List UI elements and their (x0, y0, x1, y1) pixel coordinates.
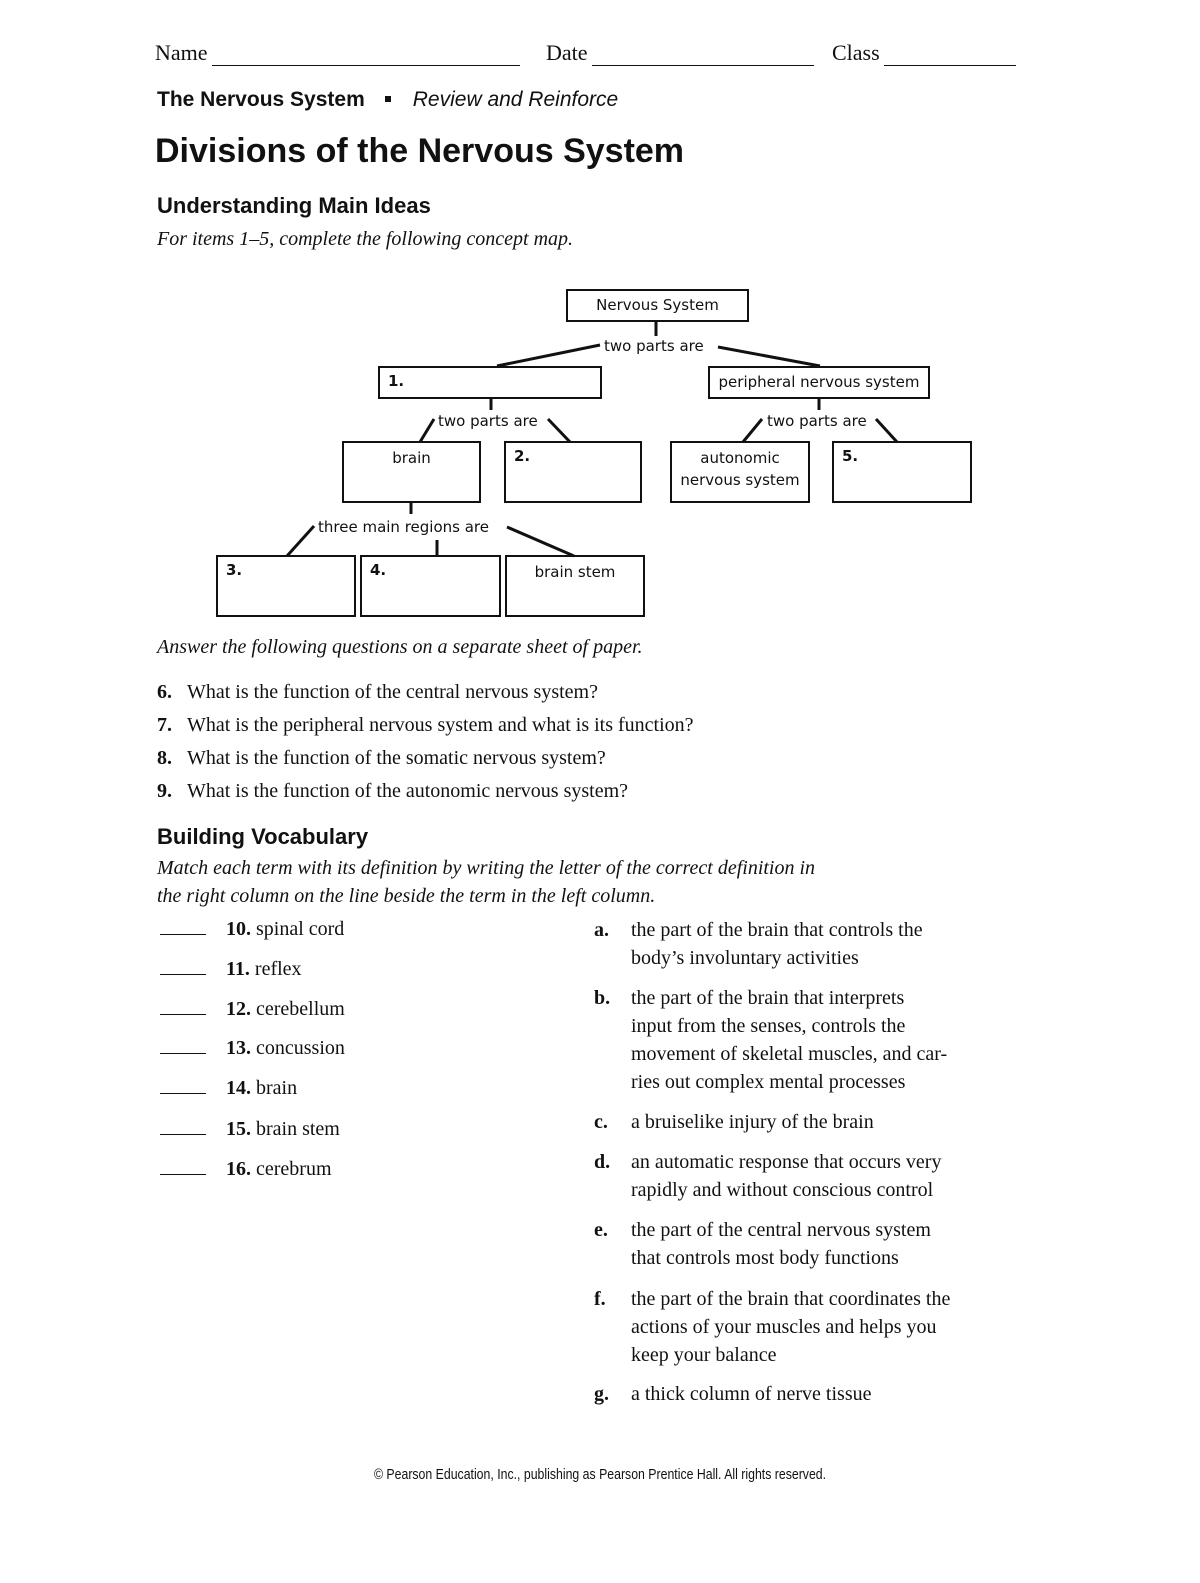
question-text: What is the function of the somatic nervous system? (187, 747, 606, 769)
map-link-brain: three main regions are (318, 518, 489, 536)
map-link-cns: two parts are (438, 412, 538, 430)
term-text: cerebrum (256, 1158, 332, 1180)
answer-blank[interactable] (160, 918, 206, 935)
term-number: 14. (226, 1077, 251, 1099)
term-row (160, 958, 302, 981)
definition-g (594, 1380, 1034, 1408)
connector-brain-left (287, 526, 314, 556)
map-box-2-number: 2. (514, 447, 531, 465)
map-box-3[interactable] (216, 555, 356, 617)
connector-cns-left (420, 419, 434, 442)
answer-blank[interactable] (160, 1158, 206, 1175)
definition-f (594, 1285, 1034, 1369)
question-text: What is the function of the central nervous system? (187, 681, 598, 703)
question-7 (157, 714, 694, 737)
connector-pns-left (743, 419, 762, 442)
connector-pns-right (876, 419, 897, 442)
term-text: cerebellum (256, 998, 345, 1020)
vocabulary-instruction-2: the right column on the line beside the term in the left column. (157, 885, 656, 907)
worksheet-type: Review and Reinforce (412, 88, 619, 111)
map-box-2[interactable] (504, 441, 642, 503)
definition-line: that controls most body functions (631, 1247, 899, 1269)
definition-line: actions of your muscles and helps you (631, 1316, 937, 1338)
map-box-1-number: 1. (388, 372, 405, 390)
question-number: 9. (157, 780, 172, 802)
map-box-3-number: 3. (226, 561, 243, 579)
map-box-autonomic (670, 441, 810, 503)
term-row (160, 918, 344, 941)
answer-blank[interactable] (160, 958, 206, 975)
definition-letter: e. (594, 1219, 608, 1241)
definition-line: keep your balance (631, 1344, 777, 1366)
map-label-peripheral: peripheral nervous system (718, 373, 920, 391)
map-box-4[interactable] (360, 555, 501, 617)
map-box-4-number: 4. (370, 561, 387, 579)
definition-letter: f. (594, 1288, 606, 1310)
map-label-brain-stem: brain stem (534, 563, 616, 581)
class-label: Class (832, 40, 880, 65)
definition-letter: a. (594, 919, 609, 941)
definition-letter: d. (594, 1151, 611, 1173)
map-box-nervous-system (566, 289, 749, 322)
name-label: Name (155, 40, 208, 65)
term-number: 15. (226, 1118, 251, 1140)
connector-root-right (718, 347, 820, 366)
definition-d (594, 1148, 1034, 1204)
definition-letter: g. (594, 1383, 609, 1405)
answer-blank[interactable] (160, 998, 206, 1015)
question-number: 8. (157, 747, 172, 769)
connector-cns-right (548, 419, 570, 442)
question-number: 6. (157, 681, 172, 703)
definition-line: a bruiselike injury of the brain (631, 1111, 874, 1133)
map-box-1[interactable] (378, 366, 602, 399)
definition-line: a thick column of nerve tissue (631, 1383, 872, 1405)
term-text: brain (256, 1077, 298, 1099)
term-text: brain stem (256, 1118, 340, 1140)
definition-letter: c. (594, 1111, 608, 1133)
definition-line: the part of the brain that controls the (631, 919, 923, 941)
map-box-brain-stem (505, 555, 645, 617)
definition-a (594, 916, 1034, 972)
section-heading-main-ideas: Understanding Main Ideas (157, 193, 431, 218)
term-row (160, 1037, 345, 1060)
term-text: spinal cord (256, 918, 345, 940)
term-number: 11. (226, 958, 250, 980)
question-8 (157, 747, 606, 770)
concept-map-instruction: For items 1–5, complete the following concept map. (157, 228, 574, 250)
date-label: Date (546, 40, 588, 65)
term-text: concussion (256, 1037, 345, 1059)
map-link-root: two parts are (604, 337, 704, 355)
term-number: 13. (226, 1037, 251, 1059)
map-label-brain: brain (392, 449, 431, 467)
map-box-peripheral (708, 366, 930, 399)
map-box-5[interactable] (832, 441, 972, 503)
question-number: 7. (157, 714, 172, 736)
term-number: 10. (226, 918, 251, 940)
definition-line: movement of skeletal muscles, and car- (631, 1043, 948, 1065)
definition-c (594, 1108, 1034, 1136)
answer-blank[interactable] (160, 1077, 206, 1094)
section-heading-vocabulary: Building Vocabulary (157, 824, 369, 849)
definition-e (594, 1216, 1034, 1272)
map-label-nervous-system: Nervous System (596, 296, 719, 314)
term-row (160, 998, 345, 1021)
definition-letter: b. (594, 987, 611, 1009)
definition-line: the part of the brain that coordinates the (631, 1288, 951, 1310)
term-row (160, 1077, 297, 1100)
term-row (160, 1118, 340, 1141)
definition-line: input from the senses, controls the (631, 1015, 906, 1037)
map-label-autonomic-1: autonomic (700, 449, 780, 467)
map-link-pns: two parts are (767, 412, 867, 430)
question-9 (157, 780, 628, 803)
definition-b (594, 984, 1034, 1096)
connector-brain-right (507, 527, 574, 556)
page-title: Divisions of the Nervous System (155, 132, 685, 170)
term-number: 16. (226, 1158, 251, 1180)
question-text: What is the function of the autonomic nervous system? (187, 780, 629, 802)
answer-blank[interactable] (160, 1037, 206, 1054)
connector-root-left (497, 345, 600, 366)
copyright-footer: © Pearson Education, Inc., publishing as Pearson Prentice Hall. All rights reserved. (373, 1466, 827, 1483)
answer-blank[interactable] (160, 1118, 206, 1135)
term-number: 12. (226, 998, 251, 1020)
questions-instruction: Answer the following questions on a separate sheet of paper. (157, 636, 643, 658)
definition-line: ries out complex mental processes (631, 1071, 906, 1093)
term-text: reflex (254, 958, 302, 980)
definition-line: the part of the central nervous system (631, 1219, 931, 1241)
vocabulary-instruction-1: Match each term with its definition by writing the letter of the correct definition in (157, 857, 816, 879)
question-text: What is the peripheral nervous system and what is its function? (187, 714, 694, 736)
term-row (160, 1158, 332, 1181)
question-6 (157, 681, 598, 704)
chapter-name: The Nervous System (157, 88, 365, 111)
definition-line: an automatic response that occurs very (631, 1151, 942, 1173)
definition-line: body’s involuntary activities (631, 947, 859, 969)
definition-line: the part of the brain that interprets (631, 987, 905, 1009)
map-box-brain (342, 441, 481, 503)
map-label-autonomic-2: nervous system (680, 471, 800, 489)
definition-line: rapidly and without conscious control (631, 1179, 934, 1201)
map-box-5-number: 5. (842, 447, 859, 465)
